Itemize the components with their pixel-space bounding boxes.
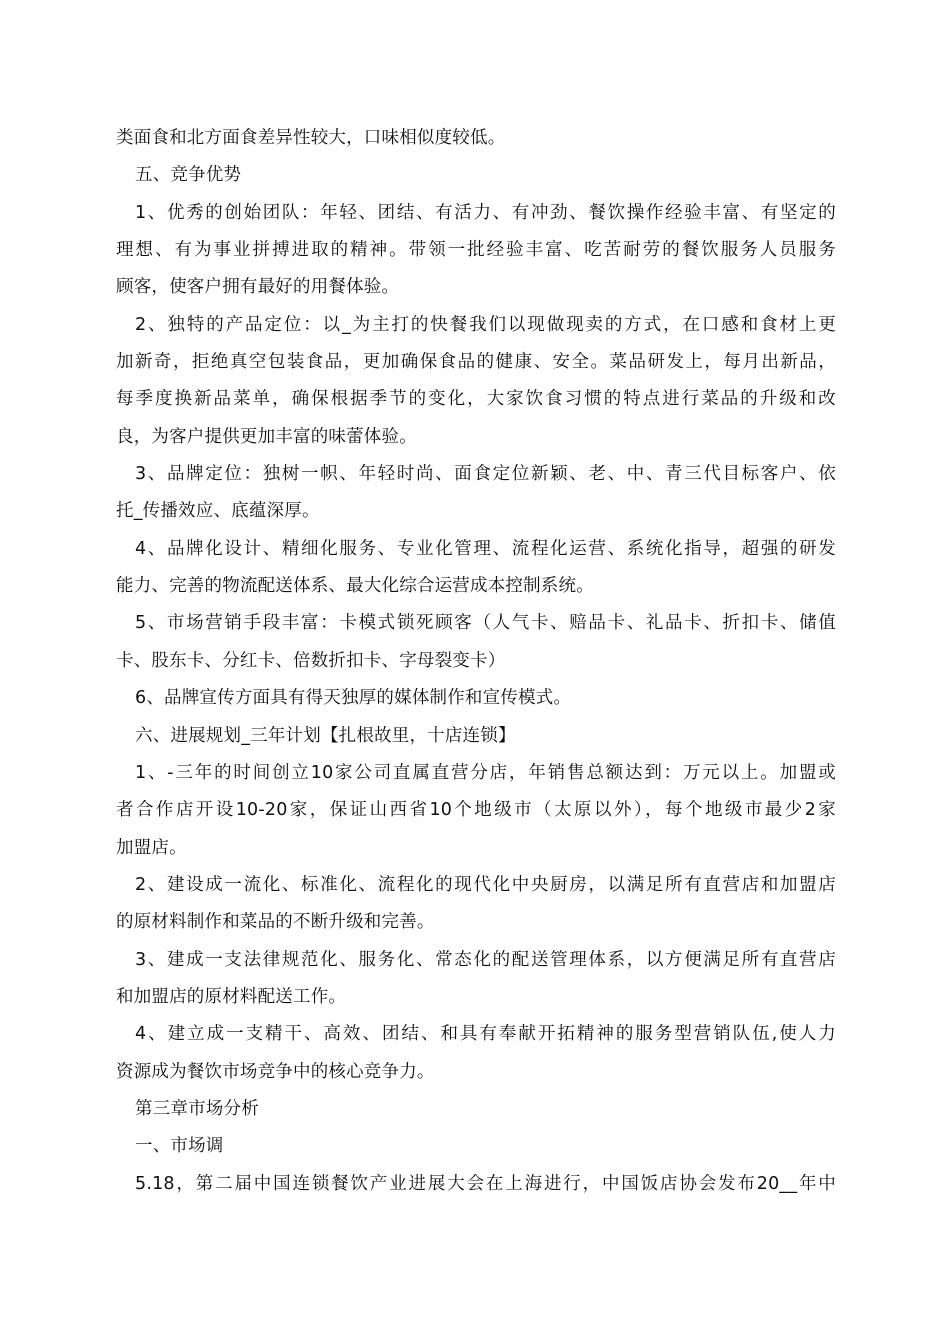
text-line: 1、-三年的时间创立10家公司直属直营分店，年销售总额达到：万元以上。加盟或: [135, 762, 836, 783]
text-line: 五、竞争优势: [135, 165, 242, 186]
text-line: 1、优秀的创始团队：年轻、团结、有活力、有冲劲、餐饮操作经验丰富、有坚定的: [135, 202, 836, 223]
text-line: 3、建成一支法律规范化、服务化、常态化的配送管理体系，以方便满足所有直营店: [135, 949, 836, 970]
text-line: 加盟店。: [116, 837, 187, 858]
text-line: 和加盟店的原材料配送工作。: [116, 986, 347, 1007]
text-line: 能力、完善的物流配送体系、最大化综合运营成本控制系统。: [116, 576, 594, 597]
document-body: [116, 120, 836, 1203]
text-line: 一、市场调: [135, 1136, 224, 1157]
text-line: 类面食和北方面食差异性较大，口味相似度较低。: [116, 128, 506, 148]
text-line: 良，为客户提供更加丰富的味蕾体验。: [116, 426, 417, 447]
text-line: 2、建设成一流化、标准化、流程化的现代化中央厨房，以满足所有直营店和加盟店: [135, 874, 836, 895]
text-line: 六、进展规划_三年计划【扎根故里，十店连锁】: [135, 725, 516, 746]
text-line: 3、品牌定位：独树一帜、年轻时尚、面食定位新颖、老、中、青三代目标客户、依: [135, 464, 836, 485]
text-line: 资源成为餐饮市场竞争中的核心竞争力。: [116, 1061, 435, 1082]
text-line: 每季度换新品菜单，确保根据季节的变化，大家饮食习惯的特点进行菜品的升级和改: [116, 389, 836, 410]
text-line: 顾客，使客户拥有最好的用餐体验。: [116, 277, 400, 298]
text-line: 4、建立成一支精干、高效、团结、和具有奉献开拓精神的服务型营销队伍,使人力: [135, 1024, 836, 1045]
text-line: 2、独特的产品定位：以_为主打的快餐我们以现做现卖的方式，在口感和食材上更: [135, 314, 836, 335]
text-line: 5.18，第二届中国连锁餐饮产业进展大会在上海进行，中国饭店协会发布20__年中: [135, 1173, 836, 1194]
text-line: 的原材料制作和菜品的不断升级和完善。: [116, 912, 435, 933]
text-line: 理想、有为事业拼搏进取的精神。带领一批经验丰富、吃苦耐劳的餐饮服务人员服务: [116, 240, 836, 261]
text-line: 4、品牌化设计、精细化服务、专业化管理、流程化运营、系统化指导，超强的研发: [135, 538, 836, 559]
text-line: 6、品牌宣传方面具有得天独厚的媒体制作和宣传模式。: [135, 688, 572, 709]
text-line: 第三章市场分析: [135, 1098, 259, 1119]
text-line: 卡、股东卡、分红卡、倍数折扣卡、字母裂变卡）: [116, 650, 506, 671]
text-line: 5、市场营销手段丰富：卡模式锁死顾客（人气卡、赔品卡、礼品卡、折扣卡、储值: [135, 613, 836, 634]
text-line: 托_传播效应、底蕴深厚。: [116, 501, 320, 522]
text-line: 加新奇，拒绝真空包装食品，更加确保食品的健康、安全。菜品研发上，每月出新品，: [116, 352, 836, 373]
text-line: 者合作店开设10-20家，保证山西省10个地级市（太原以外），每个地级市最少2家: [116, 800, 836, 821]
